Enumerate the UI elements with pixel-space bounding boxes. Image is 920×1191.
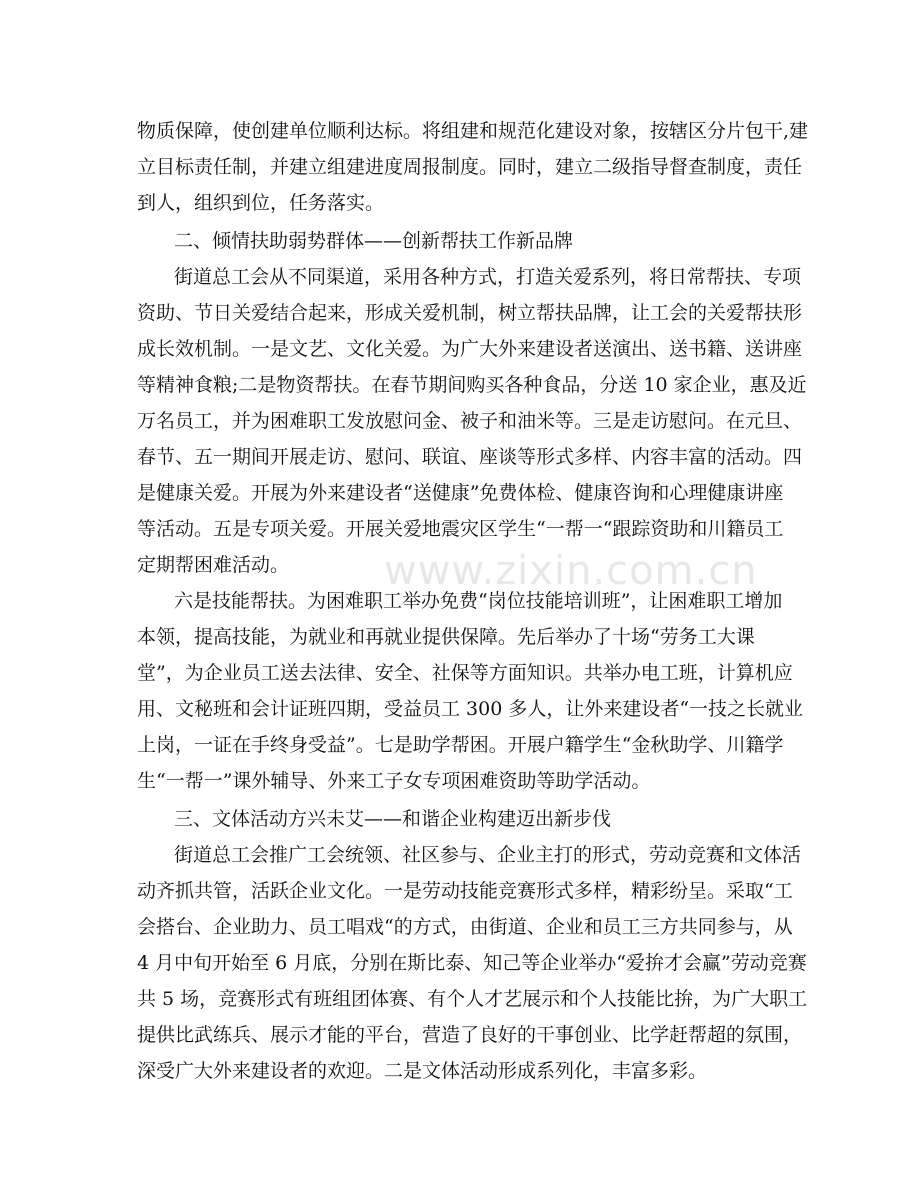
section-heading: 二、倾情扶助弱势群体——创新帮扶工作新品牌 <box>174 230 574 252</box>
text-line: 物质保障，使创建单位顺利达标。将组建和规范化建设对象，按辖区分片包干,建 <box>137 120 809 142</box>
text-line: 生“一帮一”课外辅导、外来工子女专项困难资助等助学活动。 <box>137 770 651 792</box>
text-line: 春节、五一期间开展走访、慰问、联谊、座谈等形式多样、内容丰富的活动。四 <box>137 446 803 468</box>
text-line: 4 月中旬开始至 6 月底，分别在斯比泰、知己等企业举办“爱拚才会赢”劳动竞赛 <box>137 952 807 974</box>
text-line: 深受广大外来建设者的欢迎。二是文体活动形成系列化，丰富多彩。 <box>137 1060 708 1082</box>
text-line: 到人，组织到位，任务落实。 <box>137 192 385 214</box>
text-line: 是健康关爱。开展为外来建设者“送健康”免费体检、健康咨询和心理健康讲座 <box>137 482 784 504</box>
text-line: 等精神食粮;二是物资帮扶。在春节期间购买各种食品，分送 10 家企业，惠及近 <box>137 374 807 396</box>
text-line: 提供比武练兵、展示才能的平台，营造了良好的干事创业、比学赶帮超的氛围， <box>137 1024 803 1046</box>
watermark: www.zixin.com.cn <box>384 548 758 594</box>
text-line: 成长效机制。一是文艺、文化关爱。为广大外来建设者送演出、送书籍、送讲座 <box>137 338 803 360</box>
text-line: 会搭台、企业助力、员工唱戏“的方式，由街道、企业和员工三方共同参与，从 <box>137 916 793 938</box>
text-line: 堂”，为企业员工送去法律、安全、社保等方面知识。共举办电工班，计算机应 <box>137 662 793 684</box>
text-line: 定期帮困难活动。 <box>137 554 290 576</box>
text-line: 万名员工，并为困难职工发放慰问金、被子和油米等。三是走访慰问。在元旦、 <box>137 410 803 432</box>
text-line: 共 5 场，竞赛形式有班组团体赛、有个人才艺展示和个人技能比拚，为广大职工 <box>137 988 808 1010</box>
text-line: 街道总工会从不同渠道，采用各种方式，打造关爱系列，将日常帮扶、专项 <box>174 266 802 288</box>
section-heading: 三、文体活动方兴未艾——和谐企业构建迈出新步伐 <box>174 808 612 830</box>
text-line: 六是技能帮扶。为困难职工举办免费“岗位技能培训班”，让困难职工增加 <box>174 590 783 612</box>
text-line: 用、文秘班和会计证班四期，受益员工 300 多人，让外来建设者“一技之长就业 <box>137 698 804 720</box>
text-line: 动齐抓共管，活跃企业文化。一是劳动技能竞赛形式多样，精彩纷呈。采取“工 <box>137 880 793 902</box>
text-line: 本领，提高技能，为就业和再就业提供保障。先后举办了十场“劳务工大课 <box>137 626 755 648</box>
text-line: 资助、节日关爱结合起来，形成关爱机制，树立帮扶品牌，让工会的关爱帮扶形 <box>137 302 803 324</box>
text-line: 上岗，一证在手终身受益”。七是助学帮困。开展户籍学生“金秋助学、川籍学 <box>137 734 784 756</box>
text-line: 街道总工会推广工会统领、社区参与、企业主打的形式，劳动竞赛和文体活 <box>174 844 802 866</box>
text-line: 立目标责任制，并建立组建进度周报制度。同时，建立二级指导督查制度，责任 <box>137 156 803 178</box>
text-line: 等活动。五是专项关爱。开展关爱地震灾区学生“一帮一“跟踪资助和川籍员工 <box>137 518 784 540</box>
